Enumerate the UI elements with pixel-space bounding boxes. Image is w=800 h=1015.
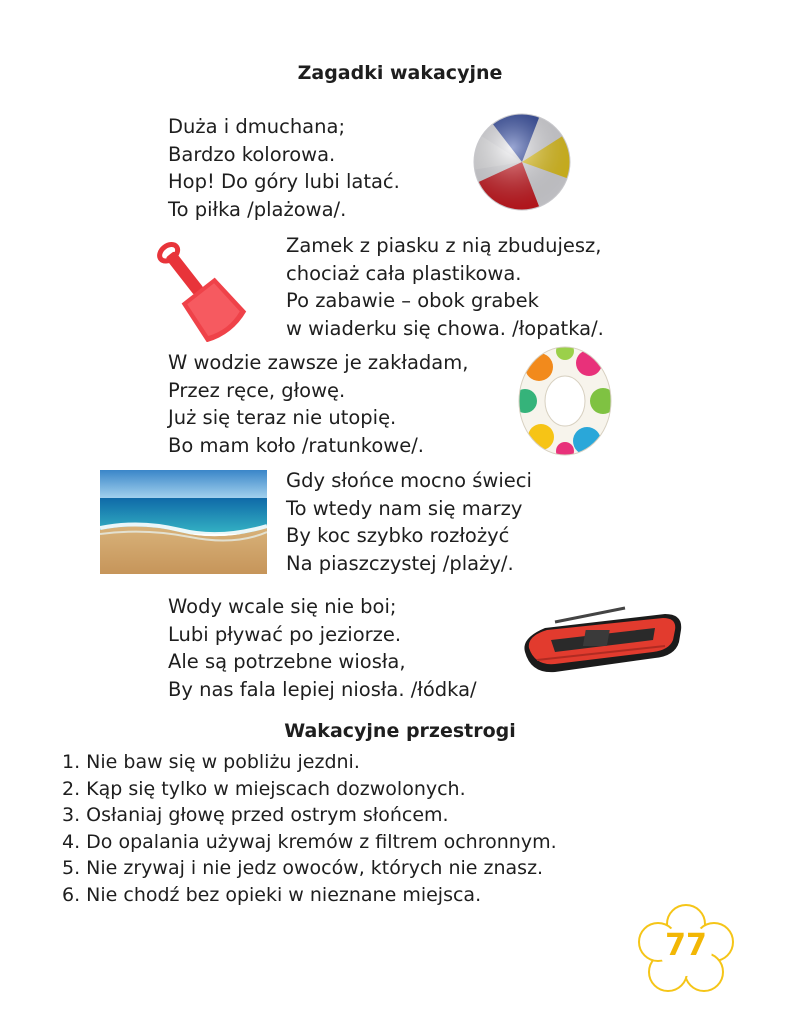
riddle-1 <box>168 113 400 223</box>
riddle-line: w wiaderku się chowa. /łopatka/. <box>286 316 604 340</box>
riddle-line: Hop! Do góry lubi latać. <box>168 170 400 193</box>
riddle-line: Ale są potrzebne wiosła, <box>168 650 406 673</box>
riddle-line: By koc szybko rozłożyć <box>286 524 510 547</box>
riddle-line: By nas fala lepiej niosła. /łódka/ <box>168 677 477 701</box>
list-item: 5. Nie zrywaj i nie jedz owoców, których nie znasz. <box>62 857 544 879</box>
riddle-line: Bo mam koło /ratunkowe/. <box>168 433 424 457</box>
list-item: 4. Do opalania używaj kremów z filtrem ochronnym. <box>62 830 557 853</box>
beach-photo-icon <box>100 470 267 574</box>
inflatable-boat-icon <box>515 600 687 680</box>
riddle-2 <box>286 232 604 342</box>
riddle-line: Na piaszczystej /plaży/. <box>286 551 514 575</box>
beach-ball-icon <box>472 110 572 214</box>
page-title: Zagadki wakacyjne <box>297 62 503 84</box>
swim-ring-icon <box>517 345 613 457</box>
riddle-line: Po zabawie – obok grabek <box>286 289 539 312</box>
list-item: 1. Nie baw się w pobliżu jezdni. <box>62 751 360 773</box>
riddle-3 <box>168 349 468 459</box>
riddle-5 <box>168 593 477 703</box>
riddle-line: Zamek z piasku z nią zbudujesz, <box>286 234 602 257</box>
riddle-line: Lubi pływać po jeziorze. <box>168 622 402 646</box>
rules-title: Wakacyjne przestrogi <box>284 720 516 742</box>
riddle-line: Już się teraz nie utopię. <box>168 406 397 429</box>
page-number-badge <box>636 904 736 994</box>
riddle-line: Wody wcale się nie boi; <box>168 595 397 618</box>
riddle-line: To wtedy nam się marzy <box>286 496 523 520</box>
list-item: 3. Osłaniaj głowę przed ostrym słońcem. <box>62 804 449 826</box>
toy-shovel-icon <box>138 237 263 342</box>
rules-list <box>62 749 557 908</box>
riddle-line: Przez ręce, głowę. <box>168 378 346 402</box>
riddle-line: Gdy słońce mocno świeci <box>286 469 532 492</box>
riddle-line: Duża i dmuchana; <box>168 115 346 138</box>
riddle-line: chociaż cała plastikowa. <box>286 261 522 285</box>
riddle-line: Bardzo kolorowa. <box>168 142 336 166</box>
riddle-line: W wodzie zawsze je zakładam, <box>168 351 469 374</box>
list-item: 2. Kąp się tylko w miejscach dozwolonych. <box>62 777 466 800</box>
riddle-4 <box>286 467 532 577</box>
page-number: 77 <box>665 928 707 963</box>
list-item: 6. Nie chodź bez opieki w nieznane miejsca. <box>62 883 482 906</box>
riddle-line: To piłka /plażowa/. <box>168 197 347 221</box>
